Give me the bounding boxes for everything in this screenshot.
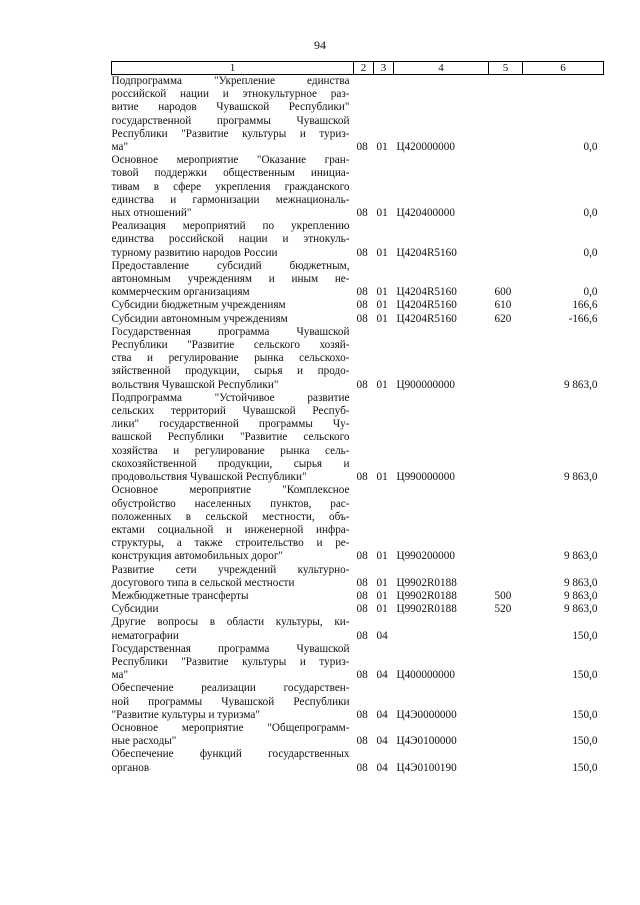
row-title-line: Основное мероприятие "Оказание гран- xyxy=(111,154,350,167)
row-title-line: Республики "Развитие культуры и туриз- xyxy=(111,655,350,668)
row-title-line: государственной программы Чувашской xyxy=(111,114,350,127)
budget-table xyxy=(111,61,604,775)
target-article-code: Ц4204R5160 xyxy=(396,246,457,259)
table-row xyxy=(112,590,604,603)
row-title-line: Подпрограмма "Укрепление единства xyxy=(111,75,350,87)
row-title-line: Развитие сети учреждений культурно- xyxy=(111,563,350,576)
table-row xyxy=(112,313,604,326)
amount: 166,6 xyxy=(572,299,598,312)
subsection-code: 01 xyxy=(376,378,388,391)
row-title-line: ной программы Чувашской Республики xyxy=(111,695,350,708)
row-title-line: "Развитие культуры и туризма" xyxy=(111,708,260,721)
column-header: 2 xyxy=(354,62,374,75)
target-article-code xyxy=(394,616,489,642)
section-code: 08 xyxy=(356,708,368,721)
row-title-line: Предоставление субсидий бюджетным, xyxy=(111,259,350,272)
amount: 9 863,0 xyxy=(563,550,598,563)
amount: 0,0 xyxy=(583,141,598,154)
expense-type-code xyxy=(489,75,523,155)
table-row xyxy=(112,643,604,683)
row-title xyxy=(112,748,354,774)
table-row xyxy=(112,392,604,484)
row-title-line: витие народов Чувашской Республики" xyxy=(111,101,350,114)
section-code: 08 xyxy=(356,735,368,748)
target-article-code: Ц9902R0188 xyxy=(396,603,457,616)
row-title xyxy=(112,564,354,590)
row-title-line: обустройство населенных пунктов, рас- xyxy=(111,497,350,510)
expense-type-code xyxy=(489,722,523,748)
row-title-line: нематографии xyxy=(111,629,179,642)
row-title-line: ма" xyxy=(111,141,129,154)
subsection-code: 01 xyxy=(376,312,388,325)
table-row xyxy=(112,564,604,590)
amount: -166,6 xyxy=(568,312,598,325)
section-code: 08 xyxy=(356,629,368,642)
target-article-code: Ц4Э0100190 xyxy=(396,761,457,774)
amount: 0,0 xyxy=(583,246,598,259)
column-header: 4 xyxy=(394,62,489,75)
row-title-line: сельских территорий Чувашской Респуб- xyxy=(111,405,350,418)
amount: 0,0 xyxy=(583,207,598,220)
table-row xyxy=(112,603,604,616)
column-number-row xyxy=(112,62,604,75)
row-title-line: коммерческим организациям xyxy=(111,286,250,299)
target-article-code: Ц4204R5160 xyxy=(396,286,457,299)
row-title-line: органов xyxy=(111,761,150,774)
target-article-code: Ц420000000 xyxy=(396,141,455,154)
row-title-line: тивам в сфере укрепления гражданского xyxy=(111,180,350,193)
row-title xyxy=(112,313,354,326)
expense-type-code xyxy=(489,748,523,774)
subsection-code: 04 xyxy=(376,761,388,774)
section-code: 08 xyxy=(356,378,368,391)
row-title xyxy=(112,299,354,312)
amount: 9 863,0 xyxy=(563,378,598,391)
row-title xyxy=(112,682,354,722)
expense-type-code: 500 xyxy=(494,589,512,602)
section-code: 08 xyxy=(356,141,368,154)
subsection-code: 01 xyxy=(376,576,388,589)
section-code: 08 xyxy=(356,761,368,774)
row-title-line: ма" xyxy=(111,669,129,682)
row-title-line: Субсидии автономным учреждениям xyxy=(111,312,288,325)
target-article-code: Ц4204R5160 xyxy=(396,299,457,312)
column-header: 5 xyxy=(489,62,523,75)
row-title-line: автономным учреждениям и иным не- xyxy=(111,273,350,286)
expense-type-code: 600 xyxy=(494,286,512,299)
amount: 150,0 xyxy=(572,761,598,774)
table-row xyxy=(112,220,604,260)
amount: 9 863,0 xyxy=(563,471,598,484)
subsection-code: 04 xyxy=(376,708,388,721)
row-title xyxy=(112,643,354,683)
subsection-code: 01 xyxy=(376,589,388,602)
table-row xyxy=(112,722,604,748)
row-title-line: лики" государственной программы Чу- xyxy=(111,418,350,431)
row-title-line: Государственная программа Чувашской xyxy=(111,642,350,655)
row-title-line: Республики "Развитие сельского хозяй- xyxy=(111,339,350,352)
expense-type-code xyxy=(489,154,523,220)
section-code: 08 xyxy=(356,471,368,484)
row-title-line: конструкция автомобильных дорог" xyxy=(111,550,283,563)
amount: 150,0 xyxy=(572,735,598,748)
target-article-code: Ц420400000 xyxy=(396,207,455,220)
row-title-line: ных отношений" xyxy=(111,207,192,220)
row-title-line: продовольствия Чувашской Республики" xyxy=(111,471,307,484)
row-title-line: Республики "Развитие культуры и туриз- xyxy=(111,127,350,140)
table-row xyxy=(112,75,604,155)
table-row xyxy=(112,260,604,300)
subsection-code: 01 xyxy=(376,246,388,259)
amount: 150,0 xyxy=(572,708,598,721)
row-title-line: Основное мероприятие "Общепрограмм- xyxy=(111,721,350,734)
subsection-code: 01 xyxy=(376,550,388,563)
row-title-line: Другие вопросы в области культуры, ки- xyxy=(111,616,350,629)
row-title-line: Государственная программа Чувашской xyxy=(111,325,350,338)
subsection-code: 01 xyxy=(376,141,388,154)
row-title-line: ные расходы" xyxy=(111,735,177,748)
row-title-line: Обеспечение реализации государствен- xyxy=(111,682,350,695)
row-title xyxy=(112,154,354,220)
section-code: 08 xyxy=(356,286,368,299)
row-title-line: единства и гармонизации межнациональ- xyxy=(111,193,350,206)
row-title-line: Субсидии xyxy=(111,603,159,616)
table-row xyxy=(112,748,604,774)
expense-type-code: 520 xyxy=(494,603,512,616)
section-code: 08 xyxy=(356,207,368,220)
section-code: 08 xyxy=(356,576,368,589)
amount: 150,0 xyxy=(572,669,598,682)
amount: 9 863,0 xyxy=(563,576,598,589)
row-title-line: вольствия Чувашской Республики" xyxy=(111,378,279,391)
row-title-line: досугового типа в сельской местности xyxy=(111,576,295,589)
expense-type-code xyxy=(489,326,523,392)
row-title xyxy=(112,616,354,642)
amount: 150,0 xyxy=(572,629,598,642)
row-title-line: положенных в сельской местности, объ- xyxy=(111,510,350,523)
expense-type-code xyxy=(489,564,523,590)
table-row xyxy=(112,154,604,220)
amount: 9 863,0 xyxy=(563,603,598,616)
page-number: 94 xyxy=(314,38,326,52)
row-title-line: вашской Республики "Развитие сельского xyxy=(111,431,350,444)
row-title-line: Обеспечение функций государственных xyxy=(111,748,350,761)
row-title-line: Межбюджетные трансферты xyxy=(111,589,249,602)
expense-type-code xyxy=(489,484,523,563)
row-title-line: Подпрограмма "Устойчивое развитие xyxy=(111,391,350,404)
subsection-code: 01 xyxy=(376,471,388,484)
subsection-code: 01 xyxy=(376,286,388,299)
target-article-code: Ц4204R5160 xyxy=(396,312,457,325)
row-title-line: зяйственной продукции, сырья и продо- xyxy=(111,365,350,378)
expense-type-code: 610 xyxy=(494,299,512,312)
row-title-line: единства российской нации и этнокуль- xyxy=(111,233,350,246)
target-article-code: Ц9902R0188 xyxy=(396,576,457,589)
target-article-code: Ц4Э0000000 xyxy=(396,708,457,721)
expense-type-code xyxy=(489,643,523,683)
row-title xyxy=(112,260,354,300)
section-code: 08 xyxy=(356,299,368,312)
row-title-line: ства и регулирование рынка сельскохо- xyxy=(111,352,350,365)
row-title-line: хозяйства и регулирование рынка сель- xyxy=(111,444,350,457)
row-title xyxy=(112,326,354,392)
amount: 0,0 xyxy=(583,286,598,299)
subsection-code: 01 xyxy=(376,207,388,220)
target-article-code: Ц400000000 xyxy=(396,669,455,682)
target-article-code: Ц4Э0100000 xyxy=(396,735,457,748)
column-header: 6 xyxy=(523,62,604,75)
row-title xyxy=(112,220,354,260)
expense-type-code: 620 xyxy=(494,312,512,325)
amount: 9 863,0 xyxy=(563,589,598,602)
table-body xyxy=(112,75,604,775)
subsection-code: 01 xyxy=(376,299,388,312)
row-title-line: структуры, а также строительство и ре- xyxy=(111,537,350,550)
section-code: 08 xyxy=(356,246,368,259)
target-article-code: Ц900000000 xyxy=(396,378,455,391)
row-title-line: Основное мероприятие "Комплексное xyxy=(111,484,350,497)
row-title-line: товой поддержки общественным инициа- xyxy=(111,167,350,180)
table-row xyxy=(112,616,604,642)
row-title xyxy=(112,590,354,603)
subsection-code: 04 xyxy=(376,629,388,642)
expense-type-code xyxy=(489,220,523,260)
subsection-code: 04 xyxy=(376,735,388,748)
target-article-code: Ц990000000 xyxy=(396,471,455,484)
table-row xyxy=(112,484,604,563)
row-title-line: Субсидии бюджетным учреждениям xyxy=(111,299,286,312)
table-row xyxy=(112,682,604,722)
row-title-line: ектами социальной и инженерной инфра- xyxy=(111,523,350,536)
column-header: 1 xyxy=(112,62,354,75)
target-article-code: Ц990200000 xyxy=(396,550,455,563)
subsection-code: 01 xyxy=(376,603,388,616)
section-code: 08 xyxy=(356,603,368,616)
row-title xyxy=(112,603,354,616)
row-title-line: скохозяйственной продукции, сырья и xyxy=(111,457,350,470)
row-title xyxy=(112,392,354,484)
row-title-line: российской нации и этнокультурное раз- xyxy=(111,88,350,101)
column-header: 3 xyxy=(374,62,394,75)
row-title-line: Реализация мероприятий по укреплению xyxy=(111,220,350,233)
section-code: 08 xyxy=(356,669,368,682)
expense-type-code xyxy=(489,682,523,722)
section-code: 08 xyxy=(356,550,368,563)
table-row xyxy=(112,326,604,392)
section-code: 08 xyxy=(356,312,368,325)
subsection-code: 04 xyxy=(376,669,388,682)
section-code: 08 xyxy=(356,589,368,602)
expense-type-code xyxy=(489,392,523,484)
row-title xyxy=(112,722,354,748)
row-title-line: турному развитию народов России xyxy=(111,246,278,259)
expense-type-code xyxy=(489,616,523,642)
row-title xyxy=(112,75,354,155)
row-title xyxy=(112,484,354,563)
target-article-code: Ц9902R0188 xyxy=(396,589,457,602)
table-row xyxy=(112,299,604,312)
